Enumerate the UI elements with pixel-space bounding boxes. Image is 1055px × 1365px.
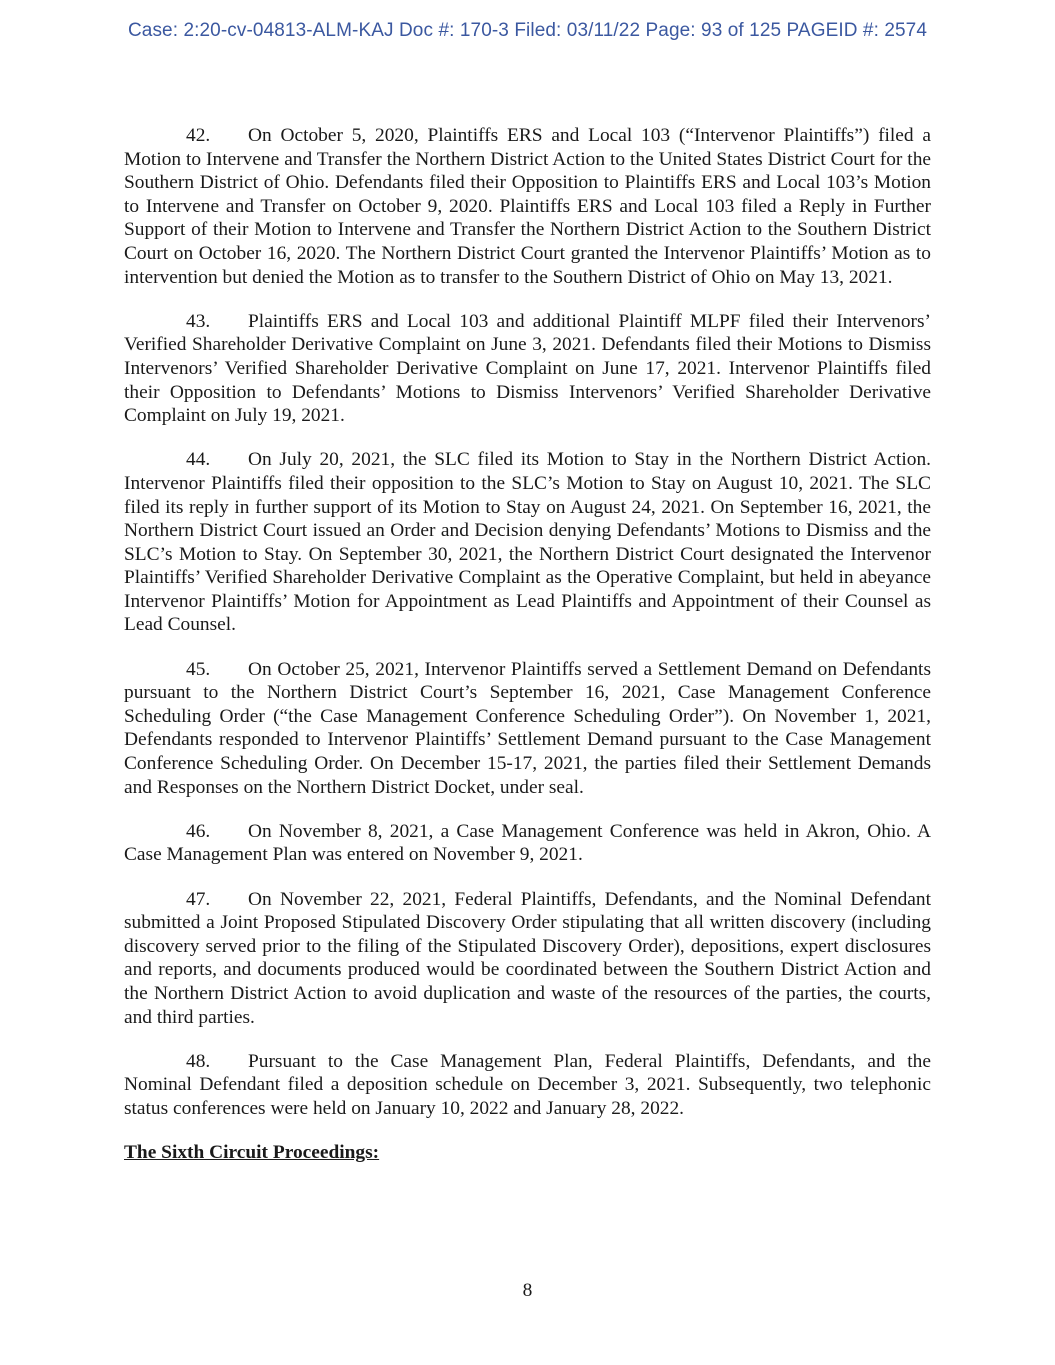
paragraph-47	[124, 888, 931, 1030]
paragraph-46	[124, 820, 931, 867]
paragraph-text: Pursuant to the Case Management Plan, Federal Plaintiffs, Defendants, and the Nominal Defendant filed a deposition schedule on December 3, 2021. Subsequently, two telephonic status conferences were held on January 10, 2022 and January 28, 2022.	[124, 1050, 931, 1119]
paragraph-45	[124, 658, 931, 800]
paragraph-number: 42.	[186, 125, 211, 146]
paragraph-text: On November 8, 2021, a Case Management Conference was held in Akron, Ohio. A Case Management Plan was entered on November 9, 2021.	[124, 820, 931, 866]
paragraph-number: 48.	[186, 1050, 211, 1072]
paragraph-number: 43.	[186, 310, 211, 332]
paragraph-number: 45.	[186, 658, 211, 680]
paragraph-text: On October 25, 2021, Intervenor Plaintiffs served a Settlement Demand on Defendants pursuant to the Northern District Court’s September 16, 2021, Case Management Conference Scheduling Order (“the Case Management Conference Scheduling Order”). On November 1, 2021, Defendants responded to Intervenor Plaintiffs’ Settlement Demand pursuant to the Case Management Conference Scheduling Order. On December 15-17, 2021, the parties filed their Settlement Demands and Responses on the Northern District Docket, under seal.	[124, 658, 931, 798]
page-number: 8	[522, 1280, 533, 1301]
paragraph-text: Plaintiffs ERS and Local 103 and additional Plaintiff MLPF filed their Intervenors’ Verified Shareholder Derivative Complaint on June 3, 2021. Defendants filed their Motions to Dismiss Intervenors’ Verified Shareholder Derivative Complaint on June 17, 2021. Intervenor Plaintiffs filed their Opposition to Defendants’ Motions to Dismiss Intervenors’ Verified Shareholder Derivative Complaint on July 19, 2021.	[124, 310, 931, 427]
paragraph-43	[124, 310, 931, 428]
paragraph-text: On October 5, 2020, Plaintiffs ERS and Local 103 (“Intervenor Plaintiffs”) filed a Motion to Intervene and Transfer the Northern District Action to the United States District Court for the Southern District of Ohio. Defendants filed their Opposition to Plaintiffs ERS and Local 103’s Motion to Intervene and Transfer on October 9, 2020. Plaintiffs ERS and Local 103 filed a Reply in Further Support of their Motion to Intervene and Transfer the Northern District Action to the Southern District Court on October 16, 2020. The Northern District Court granted the Intervenor Plaintiffs’ Motion as to intervention but denied the Motion as to transfer to the Southern District of Ohio on May 13, 2021.	[124, 125, 931, 288]
paragraph-number: 44.	[186, 449, 211, 471]
paragraph-text: On November 22, 2021, Federal Plaintiffs, Defendants, and the Nominal Defendant submitted a Joint Proposed Stipulated Discovery Order stipulating that all written discovery (including discovery served prior to the filing of the Stipulated Discovery Order), depositions, expert disclosures and reports, and documents produced would be coordinated between the Southern District Action and the Northern District Action to avoid duplication and waste of the resources of the parties, the courts, and third parties.	[124, 888, 931, 1028]
ecf-header-stamp: Case: 2:20-cv-04813-ALM-KAJ Doc #: 170-3 Filed: 03/11/22 Page: 93 of 125 PAGEID #: 2574	[127, 20, 928, 41]
paragraph-44	[124, 448, 931, 637]
body-text	[124, 124, 931, 1165]
paragraph-number: 47.	[186, 888, 211, 910]
paragraph-42	[124, 124, 931, 289]
section-heading: The Sixth Circuit Proceedings:	[124, 1142, 380, 1164]
paragraph-48	[124, 1050, 931, 1121]
paragraph-text: On July 20, 2021, the SLC filed its Motion to Stay in the Northern District Action. Intervenor Plaintiffs filed their opposition to the SLC’s Motion to Stay on August 10, 2021. The SLC filed its reply in further support of its Motion to Stay on August 24, 2021. On September 16, 2021, the Northern District Court issued an Order and Decision denying Defendants’ Motions to Dismiss and the SLC’s Motion to Stay. On September 30, 2021, the Northern District Court designated the Intervenor Plaintiffs’ Verified Shareholder Derivative Complaint as the Operative Complaint, but held in abeyance Intervenor Plaintiffs’ Motion for Appointment as Lead Plaintiffs and Appointment of their Counsel as Lead Counsel.	[124, 449, 931, 636]
paragraph-number: 46.	[186, 820, 211, 842]
